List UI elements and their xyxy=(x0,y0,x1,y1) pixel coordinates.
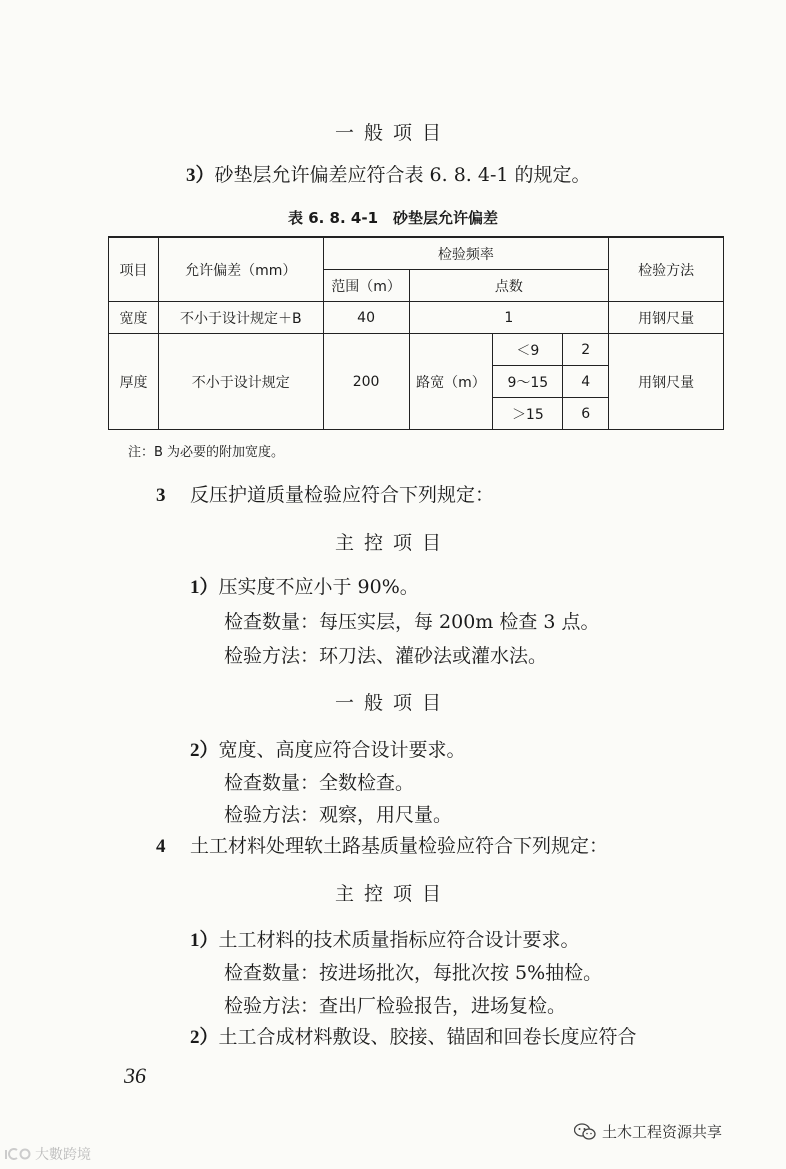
cell-tolerance: 不小于设计规定＋B xyxy=(158,302,323,334)
item-number: 2） xyxy=(190,740,219,761)
watermark-right xyxy=(574,1121,722,1142)
s3-item1-method: 检验方法：环刀法、灌砂法或灌水法。 xyxy=(224,645,548,667)
cell-range: 40 xyxy=(323,302,409,334)
tolerance-table xyxy=(108,236,724,430)
s3-item2 xyxy=(190,735,466,762)
header-tolerance: 允许偏差（mm） xyxy=(158,237,323,302)
sand-cushion-clause xyxy=(186,160,591,187)
section-number: 4 xyxy=(156,836,166,857)
cell-points: 1 xyxy=(409,302,609,334)
table-caption: 表 6. 8. 4-1 砂垫层允许偏差 xyxy=(287,209,499,227)
clause-number: 3） xyxy=(186,165,215,186)
s4-item1-method: 检验方法：查出厂检验报告，进场复检。 xyxy=(224,995,567,1017)
item-number: 2） xyxy=(190,1027,219,1048)
section-number: 3 xyxy=(156,485,166,506)
cell-tolerance: 不小于设计规定 xyxy=(158,334,323,430)
item-text: 压实度不应小于 90%。 xyxy=(218,576,419,598)
cell-points: 4 xyxy=(563,366,609,398)
cell-item: 宽度 xyxy=(109,302,159,334)
wechat-icon xyxy=(574,1123,596,1141)
heading-general-items: 一般项目 xyxy=(334,122,451,144)
s4-item1 xyxy=(190,925,580,952)
watermark-logo-icon xyxy=(4,1147,32,1161)
item-number: 1） xyxy=(190,577,219,598)
watermark-text: 土木工程资源共享 xyxy=(602,1123,723,1141)
section-3 xyxy=(156,480,494,507)
page-number: 36 xyxy=(124,1063,146,1088)
cell-condition: 9～15 xyxy=(493,366,563,398)
cell-method: 用钢尺量 xyxy=(609,302,724,334)
heading-main-control-items: 主控项目 xyxy=(334,883,451,905)
section-text: 土工材料处理软土路基质量检验应符合下列规定： xyxy=(190,835,609,857)
s4-item1-quantity: 检查数量：按进场批次，每批次按 5%抽检。 xyxy=(224,962,603,984)
table-row xyxy=(109,302,724,334)
header-method: 检验方法 xyxy=(609,237,724,302)
item-text: 土工材料的技术质量指标应符合设计要求。 xyxy=(218,929,580,951)
header-frequency: 检验频率 xyxy=(323,237,609,270)
s3-item1 xyxy=(190,572,419,599)
watermark-left xyxy=(4,1144,91,1164)
cell-method: 用钢尺量 xyxy=(609,334,724,430)
table-note: 注：B 为必要的附加宽度。 xyxy=(128,445,285,460)
cell-condition: ＜9 xyxy=(493,334,563,366)
cell-points: 6 xyxy=(563,398,609,430)
item-number: 1） xyxy=(190,930,219,951)
table-row xyxy=(109,334,724,366)
watermark-left-text: 大數跨境 xyxy=(35,1147,91,1163)
s3-item2-quantity: 检查数量：全数检查。 xyxy=(224,772,415,794)
heading-main-control-items: 主控项目 xyxy=(334,532,451,554)
clause-text: 砂垫层允许偏差应符合表 6. 8. 4-1 的规定。 xyxy=(214,164,591,186)
item-text: 土工合成材料敷设、胶接、锚固和回卷长度应符合 xyxy=(218,1026,637,1048)
table-header-row xyxy=(109,237,724,270)
s4-item2 xyxy=(190,1022,637,1049)
item-text: 宽度、高度应符合设计要求。 xyxy=(218,739,466,761)
heading-general-items: 一般项目 xyxy=(334,692,451,714)
header-points: 点数 xyxy=(409,270,609,302)
cell-condition: ＞15 xyxy=(493,398,563,430)
cell-range: 200 xyxy=(323,334,409,430)
header-range: 范围（m） xyxy=(323,270,409,302)
section-4 xyxy=(156,831,608,858)
header-item: 项目 xyxy=(109,237,159,302)
cell-points: 2 xyxy=(563,334,609,366)
section-text: 反压护道质量检验应符合下列规定： xyxy=(190,484,495,506)
cell-item: 厚度 xyxy=(109,334,159,430)
s3-item2-method: 检验方法：观察，用尺量。 xyxy=(224,804,453,826)
s3-item1-quantity: 检查数量：每压实层，每 200m 检查 3 点。 xyxy=(224,611,600,633)
cell-road-width: 路宽（m） xyxy=(409,334,493,430)
